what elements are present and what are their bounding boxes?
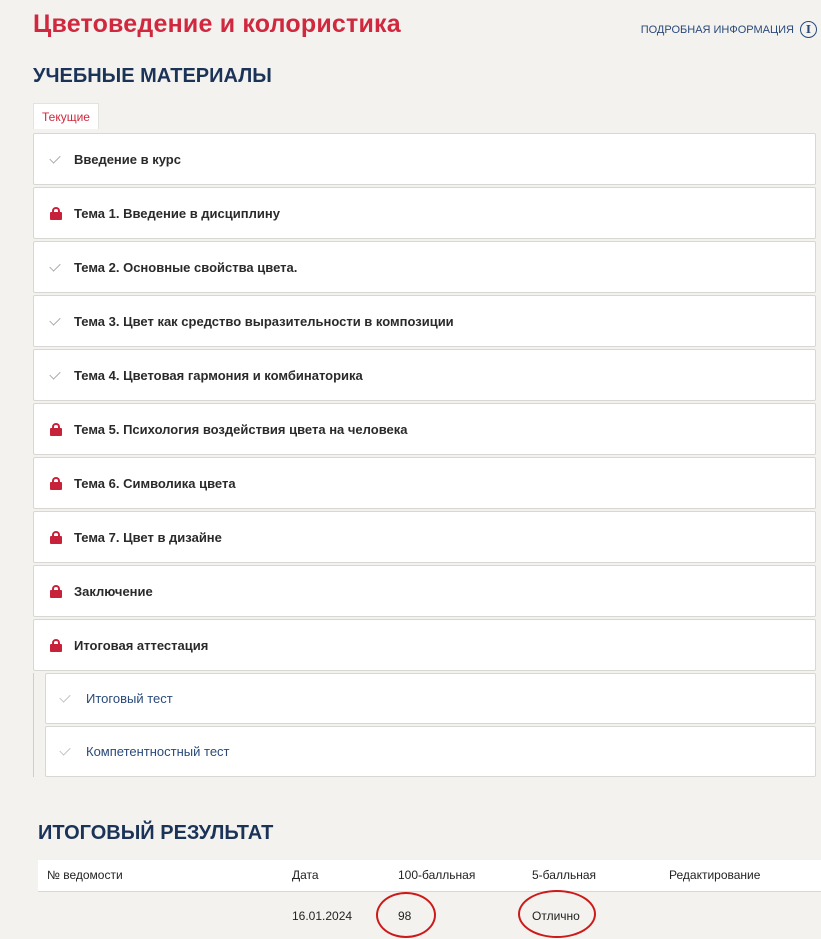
subitem-label: Итоговый тест: [86, 691, 173, 706]
materials-section-title: УЧЕБНЫЕ МАТЕРИАЛЫ: [33, 65, 272, 87]
col-edit: Редактирование: [669, 860, 821, 891]
material-item-label: Тема 2. Основные свойства цвета.: [74, 259, 298, 275]
check-icon: [60, 697, 86, 700]
table-header-row: [38, 860, 821, 891]
material-item-label: Введение в курс: [74, 151, 181, 167]
cell-score-100: 98: [398, 909, 412, 924]
material-item-label: Тема 3. Цвет как средство выразительности в композиции: [74, 313, 454, 329]
col-sheet-no: № ведомости: [38, 860, 292, 891]
subitem-label: Компетентностный тест: [86, 744, 230, 759]
cell-score-5: Отлично: [532, 909, 580, 924]
tab-current[interactable]: Текущие: [33, 103, 99, 129]
lock-icon: [50, 531, 74, 544]
cell-edit: [669, 891, 821, 939]
material-item-label: Тема 1. Введение в дисциплину: [74, 205, 280, 221]
check-icon: [50, 158, 74, 161]
col-score-5: 5-балльная: [532, 860, 669, 891]
material-item-topic-4[interactable]: [33, 349, 816, 401]
lock-icon: [50, 585, 74, 598]
material-item-label: Тема 5. Психология воздействия цвета на человека: [74, 421, 408, 437]
material-item-topic-3[interactable]: [33, 295, 816, 347]
info-link[interactable]: [641, 21, 817, 38]
subitem-competency-test[interactable]: [45, 726, 816, 777]
material-item-label: Итоговая аттестация: [74, 637, 209, 653]
material-item-label: Тема 7. Цвет в дизайне: [74, 529, 222, 545]
table-row: [38, 891, 821, 939]
material-item-final-attestation[interactable]: [33, 619, 816, 671]
lock-icon: [50, 477, 74, 490]
check-icon: [50, 266, 74, 269]
check-icon: [50, 374, 74, 377]
lock-icon: [50, 207, 74, 220]
material-item-label: Тема 4. Цветовая гармония и комбинаторика: [74, 367, 363, 383]
course-title: Цветоведение и колористика: [33, 10, 401, 38]
check-icon: [50, 320, 74, 323]
results-table: [38, 860, 821, 939]
results-section-title: ИТОГОВЫЙ РЕЗУЛЬТАТ: [38, 822, 274, 844]
material-item-conclusion[interactable]: [33, 565, 816, 617]
col-date: Дата: [292, 860, 398, 891]
lock-icon: [50, 423, 74, 436]
cell-date: 16.01.2024: [292, 909, 353, 924]
lock-icon: [50, 639, 74, 652]
material-item-topic-7[interactable]: [33, 511, 816, 563]
material-item-topic-2[interactable]: [33, 241, 816, 293]
material-item-label: Тема 6. Символика цвета: [74, 475, 236, 491]
final-attestation-subitems: [33, 673, 816, 777]
check-icon: [60, 750, 86, 753]
subitem-final-test[interactable]: [45, 673, 816, 724]
col-score-100: 100-балльная: [398, 860, 532, 891]
materials-list: [33, 133, 816, 779]
material-item-label: Заключение: [74, 583, 153, 599]
material-item-topic-6[interactable]: [33, 457, 816, 509]
material-item-intro[interactable]: [33, 133, 816, 185]
material-item-topic-1[interactable]: [33, 187, 816, 239]
info-link-label: ПОДРОБНАЯ ИНФОРМАЦИЯ: [640, 23, 794, 36]
material-item-topic-5[interactable]: [33, 403, 816, 455]
info-icon: I: [800, 21, 817, 38]
cell-sheet-no: [38, 891, 292, 939]
